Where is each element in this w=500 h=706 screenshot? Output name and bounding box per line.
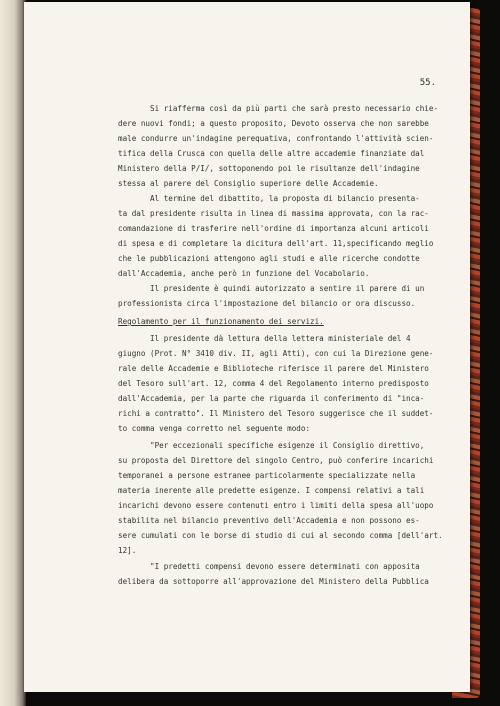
text-line: dere nuovi fondi; a questo proposito, Devoto osserva che non sarebbe (118, 119, 429, 128)
quote-line: temporanei a persone estranee particolarmente specializzate nella (118, 471, 416, 480)
text-line: Il presidente è quindi autorizzato a sentire il parere di un (150, 284, 425, 293)
text-line: Il presidente dà lettura della lettera ministeriale del 4 (150, 334, 411, 343)
text-line: tifica della Crusca con quella delle altre accademie finanziate dal (118, 149, 425, 158)
text-line: del Tesoro sull'art. 12, comma 4 del Regolamento interno predisposto (118, 379, 429, 388)
text-line: ta dal presidente risulta in linea di massima approvata, con la rac- (118, 209, 429, 218)
quote-line: materia inerente alle predette esigenze. I compensi relativi a tali (118, 486, 425, 495)
text-line: richi a contratto". Il Ministero del Tesoro suggerisce che il suddet- (118, 409, 434, 418)
page-number: 55. (419, 78, 436, 88)
text-line: che le pubblicazioni attengono agli studi e alle ricerche condotte (118, 254, 420, 263)
document-page (24, 2, 470, 692)
text-line: di spesa e di completare la dicitura dell'art. 11,specificando meglio (118, 239, 434, 248)
text-line: rale delle Accademie e Biblioteche riferisce il parere del Ministero (118, 364, 429, 373)
text-line: dall'Accademia, per la parte che riguarda il conferimento di "inca- (118, 394, 425, 403)
text-line: to comma venga corretto nel seguente modo: (118, 424, 311, 433)
text-line: Al termine del dibattito, la proposta di bilancio presenta- (150, 194, 420, 203)
quote-line: "Per eccezionali specifiche esigenze il Consiglio direttivo, (150, 441, 425, 450)
text-line: stessa al parere del Consiglio superiore delle Accademie. (118, 179, 379, 188)
text-line: Ministero della P/I/, sottoponendo poi le risultanze dell'indagine (118, 164, 420, 173)
quote-line: incarichi devono essere contenuti entro i limiti della spesa all'uopo (118, 501, 434, 510)
section-heading: Regolamento per il funzionamento dei servizi. (118, 317, 324, 326)
quote-line: sere cumulati con le borse di studio di cui al secondo comma [dell'art. (118, 531, 443, 540)
binding-edge (0, 0, 26, 706)
text-line: Si riafferma così da più parti che sarà presto necessario chie- (150, 104, 439, 113)
text-line: male condurre un'indagine perequativa, confrontando l'attività scien- (118, 134, 434, 143)
quote-line: 12]. (118, 546, 137, 555)
quote-line: stabilita nel bilancio preventivo dell'Accademia e non possono es- (118, 516, 420, 525)
text-line: professionista circa l'impostazione del bilancio or ora discusso. (118, 299, 416, 308)
text-line: dall'Accademia, anche però in funzione del Vocabolario. (118, 269, 370, 278)
text-line: comandazione di trasferire nell'ordine di importanza alcuni articoli (118, 224, 429, 233)
text-line: giugno (Prot. N° 3410 div. II, agli Atti), con cui la Direzione gene- (118, 349, 434, 358)
quote-line: "I predetti compensi devono essere determinati con apposita (150, 562, 420, 571)
quote-line: su proposta del Direttore del singolo Centro, può conferire incarichi (118, 456, 434, 465)
quote-line: delibera da sottoporre all'approvazione del Ministero della Pubblica (118, 577, 429, 586)
